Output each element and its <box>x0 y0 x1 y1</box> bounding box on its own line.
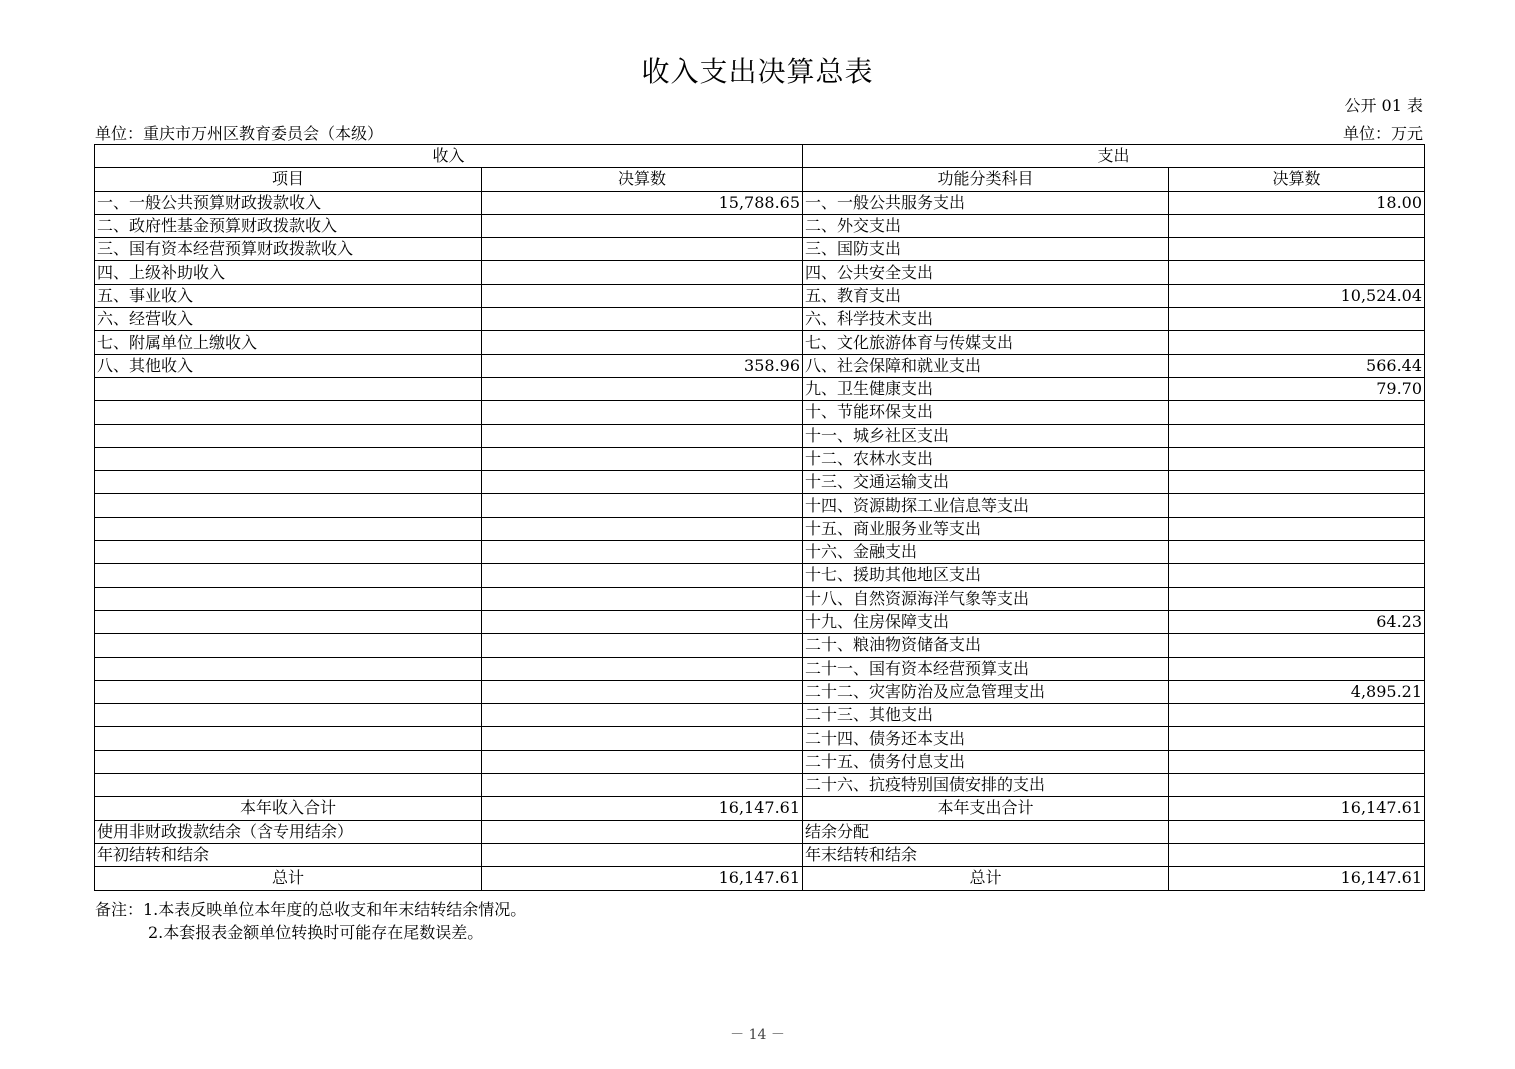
income-item-cell: 五、事业收入 <box>95 284 482 307</box>
income-amount-cell <box>482 820 803 843</box>
note-line-1: 备注：1.本表反映单位本年度的总收支和年末结转结余情况。 <box>95 900 527 919</box>
expense-amount-cell <box>1169 541 1425 564</box>
income-item-cell <box>95 564 482 587</box>
income-amount-cell <box>482 401 803 424</box>
income-item-cell <box>95 447 482 470</box>
income-item-cell: 七、附属单位上缴收入 <box>95 331 482 354</box>
income-total-label: 总计 <box>95 867 482 890</box>
expense-amount-cell <box>1169 657 1425 680</box>
income-item-cell <box>95 750 482 773</box>
income-item-cell: 二、政府性基金预算财政拨款收入 <box>95 214 482 237</box>
income-item-cell: 一、一般公共预算财政拨款收入 <box>95 191 482 214</box>
expense-item-cell: 十二、农林水支出 <box>803 447 1169 470</box>
table-row <box>95 634 1425 657</box>
expense-amount-cell <box>1169 401 1425 424</box>
expense-amount-cell <box>1169 447 1425 470</box>
expense-amount-cell <box>1169 750 1425 773</box>
reporting-unit: 单位：重庆市万州区教育委员会（本级） <box>95 124 384 143</box>
table-row <box>95 471 1425 494</box>
income-item-cell <box>95 424 482 447</box>
table-row <box>95 774 1425 797</box>
col-header-function: 功能分类科目 <box>803 168 1169 191</box>
income-item-cell: 使用非财政拨款结余（含专用结余） <box>95 820 482 843</box>
expense-amount-cell <box>1169 704 1425 727</box>
income-amount-cell <box>482 541 803 564</box>
table-row <box>95 261 1425 284</box>
expense-amount-cell <box>1169 238 1425 261</box>
income-amount-cell <box>482 750 803 773</box>
table-row <box>95 727 1425 750</box>
expense-item-cell: 六、科学技术支出 <box>803 308 1169 331</box>
table-row <box>95 704 1425 727</box>
income-amount-cell <box>482 331 803 354</box>
expense-amount-cell <box>1169 727 1425 750</box>
income-amount-cell <box>482 634 803 657</box>
table-row <box>95 377 1425 400</box>
income-item-cell <box>95 471 482 494</box>
table-row <box>95 331 1425 354</box>
page-number: － 14 － <box>730 1027 785 1043</box>
income-group-header: 收入 <box>95 145 803 168</box>
expense-amount-cell <box>1169 587 1425 610</box>
expense-amount-cell <box>1169 843 1425 866</box>
income-item-cell: 六、经营收入 <box>95 308 482 331</box>
table-row <box>95 308 1425 331</box>
income-amount-cell <box>482 564 803 587</box>
income-amount-cell <box>482 587 803 610</box>
total-row <box>95 867 1425 890</box>
income-item-cell <box>95 494 482 517</box>
expense-subtotal-amount: 16,147.61 <box>1169 797 1425 820</box>
expense-item-cell: 二十、粮油物资储备支出 <box>803 634 1169 657</box>
income-amount-cell <box>482 657 803 680</box>
table-body <box>95 145 1425 891</box>
income-subtotal-amount: 16,147.61 <box>482 797 803 820</box>
expense-item-cell: 二、外交支出 <box>803 214 1169 237</box>
expense-amount-cell <box>1169 214 1425 237</box>
notes <box>95 898 526 944</box>
table-row <box>95 191 1425 214</box>
income-amount-cell <box>482 261 803 284</box>
table-row <box>95 494 1425 517</box>
income-item-cell <box>95 541 482 564</box>
income-item-cell <box>95 657 482 680</box>
expense-item-cell: 二十六、抗疫特别国债安排的支出 <box>803 774 1169 797</box>
income-item-cell: 年初结转和结余 <box>95 843 482 866</box>
table-row <box>95 610 1425 633</box>
expense-item-cell: 二十五、债务付息支出 <box>803 750 1169 773</box>
income-amount-cell <box>482 727 803 750</box>
expense-item-cell: 一、一般公共服务支出 <box>803 191 1169 214</box>
income-amount-cell <box>482 843 803 866</box>
table-row <box>95 238 1425 261</box>
table-row <box>95 541 1425 564</box>
income-item-cell: 三、国有资本经营预算财政拨款收入 <box>95 238 482 261</box>
expense-item-cell: 二十四、债务还本支出 <box>803 727 1169 750</box>
col-header-item: 项目 <box>95 168 482 191</box>
income-amount-cell <box>482 680 803 703</box>
income-item-cell <box>95 704 482 727</box>
expense-amount-cell <box>1169 774 1425 797</box>
table-row <box>95 354 1425 377</box>
expense-item-cell: 三、国防支出 <box>803 238 1169 261</box>
expense-amount-cell <box>1169 261 1425 284</box>
table-row <box>95 284 1425 307</box>
subtotal-row <box>95 797 1425 820</box>
column-header-row <box>95 168 1425 191</box>
income-item-cell: 四、上级补助收入 <box>95 261 482 284</box>
expense-item-cell: 四、公共安全支出 <box>803 261 1169 284</box>
expense-item-cell: 五、教育支出 <box>803 284 1169 307</box>
income-amount-cell <box>482 424 803 447</box>
note-line-2: 2.本套报表金额单位转换时可能存在尾数误差。 <box>148 923 484 942</box>
income-item-cell <box>95 680 482 703</box>
expense-amount-cell <box>1169 517 1425 540</box>
table-row <box>95 657 1425 680</box>
currency-unit: 单位：万元 <box>1342 124 1423 143</box>
expense-item-cell: 十八、自然资源海洋气象等支出 <box>803 587 1169 610</box>
income-item-cell: 八、其他收入 <box>95 354 482 377</box>
expense-amount-cell <box>1169 424 1425 447</box>
expense-item-cell: 十六、金融支出 <box>803 541 1169 564</box>
expense-total-amount: 16,147.61 <box>1169 867 1425 890</box>
expense-amount-cell <box>1169 308 1425 331</box>
income-item-cell <box>95 727 482 750</box>
table-row <box>95 214 1425 237</box>
income-item-cell <box>95 774 482 797</box>
group-header-row <box>95 145 1425 168</box>
income-expense-table <box>94 144 1425 891</box>
expense-amount-cell: 18.00 <box>1169 191 1425 214</box>
expense-amount-cell: 64.23 <box>1169 610 1425 633</box>
expense-total-label: 总计 <box>803 867 1169 890</box>
income-item-cell <box>95 610 482 633</box>
table-row <box>95 680 1425 703</box>
income-total-amount: 16,147.61 <box>482 867 803 890</box>
expense-item-cell: 九、卫生健康支出 <box>803 377 1169 400</box>
expense-item-cell: 十五、商业服务业等支出 <box>803 517 1169 540</box>
table-row <box>95 517 1425 540</box>
expense-item-cell: 二十三、其他支出 <box>803 704 1169 727</box>
expense-amount-cell: 4,895.21 <box>1169 680 1425 703</box>
table-row <box>95 401 1425 424</box>
expense-item-cell: 十九、住房保障支出 <box>803 610 1169 633</box>
income-item-cell <box>95 377 482 400</box>
form-number: 公开 01 表 <box>1344 96 1423 115</box>
expense-item-cell: 二十一、国有资本经营预算支出 <box>803 657 1169 680</box>
expense-amount-cell: 10,524.04 <box>1169 284 1425 307</box>
income-amount-cell <box>482 284 803 307</box>
income-subtotal-label: 本年收入合计 <box>95 797 482 820</box>
expense-subtotal-label: 本年支出合计 <box>803 797 1169 820</box>
expense-amount-cell <box>1169 331 1425 354</box>
expense-item-cell: 十三、交通运输支出 <box>803 471 1169 494</box>
income-item-cell <box>95 634 482 657</box>
expense-item-cell: 结余分配 <box>803 820 1169 843</box>
income-item-cell <box>95 517 482 540</box>
expense-amount-cell <box>1169 471 1425 494</box>
expense-item-cell: 十七、援助其他地区支出 <box>803 564 1169 587</box>
table-row <box>95 750 1425 773</box>
table-row <box>95 843 1425 866</box>
table-row <box>95 587 1425 610</box>
income-amount-cell <box>482 774 803 797</box>
expense-item-cell: 年末结转和结余 <box>803 843 1169 866</box>
income-amount-cell: 358.96 <box>482 354 803 377</box>
expense-item-cell: 二十二、灾害防治及应急管理支出 <box>803 680 1169 703</box>
page-title: 收入支出决算总表 <box>641 55 874 88</box>
income-amount-cell <box>482 517 803 540</box>
income-amount-cell: 15,788.65 <box>482 191 803 214</box>
table-row <box>95 447 1425 470</box>
income-amount-cell <box>482 610 803 633</box>
expense-amount-cell <box>1169 564 1425 587</box>
expense-amount-cell: 566.44 <box>1169 354 1425 377</box>
income-item-cell <box>95 587 482 610</box>
income-item-cell <box>95 401 482 424</box>
expense-item-cell: 八、社会保障和就业支出 <box>803 354 1169 377</box>
expense-amount-cell <box>1169 820 1425 843</box>
col-header-expense-amount: 决算数 <box>1169 168 1425 191</box>
expense-amount-cell <box>1169 634 1425 657</box>
expense-item-cell: 十一、城乡社区支出 <box>803 424 1169 447</box>
expense-group-header: 支出 <box>803 145 1425 168</box>
col-header-income-amount: 决算数 <box>482 168 803 191</box>
income-amount-cell <box>482 447 803 470</box>
income-amount-cell <box>482 471 803 494</box>
expense-amount-cell <box>1169 494 1425 517</box>
expense-item-cell: 七、文化旅游体育与传媒支出 <box>803 331 1169 354</box>
expense-item-cell: 十四、资源勘探工业信息等支出 <box>803 494 1169 517</box>
expense-amount-cell: 79.70 <box>1169 377 1425 400</box>
income-amount-cell <box>482 308 803 331</box>
income-amount-cell <box>482 494 803 517</box>
income-amount-cell <box>482 214 803 237</box>
income-amount-cell <box>482 704 803 727</box>
table-row <box>95 820 1425 843</box>
income-amount-cell <box>482 377 803 400</box>
expense-item-cell: 十、节能环保支出 <box>803 401 1169 424</box>
table-row <box>95 564 1425 587</box>
table-row <box>95 424 1425 447</box>
income-amount-cell <box>482 238 803 261</box>
